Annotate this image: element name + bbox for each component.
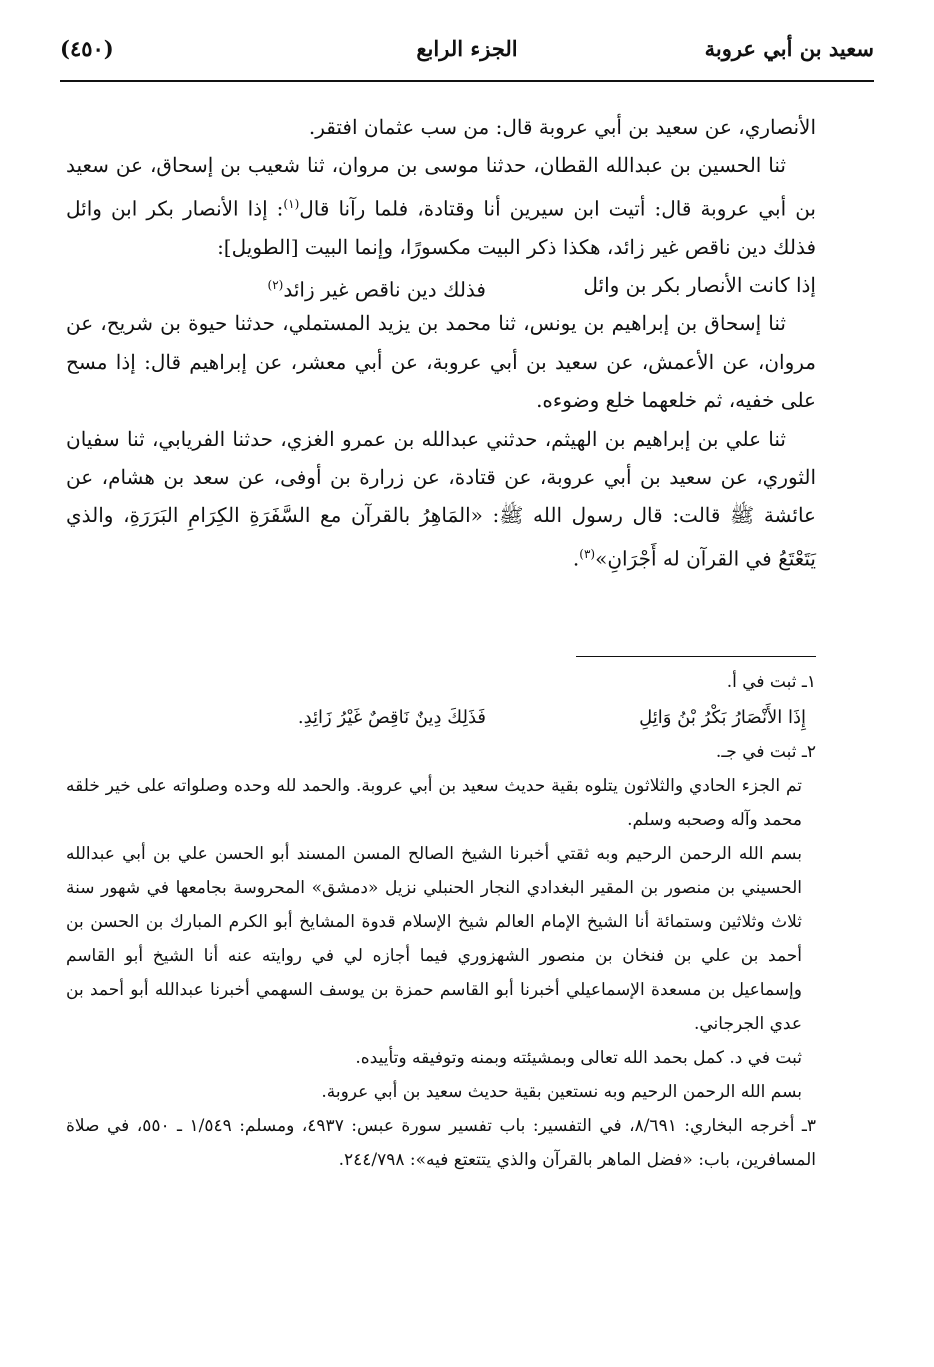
poetry-verse [66,266,816,304]
page-header [60,30,874,80]
footnote-ref-3: (٣) [579,546,596,561]
footnote-rule [576,656,816,657]
paragraph-2-part-b: : إذا الأنصار بكر ابن وائل فذلك دين ناقص غير زائد، هكذا ذكر البيت مكسورًا، وإنما البيت [الطويل]: [66,196,816,259]
paragraph-2-part-a: ثنا الحسين بن عبدالله القطان، حدثنا موسى بن مروان، ثنا شعيب بن إسحاق، عن سعيد بن أبي عروبة قال: أتيت ابن سيرين أنا وقتادة، فلما رآنا قال [66,153,816,221]
main-text [66,108,816,578]
footnote-verse-second: فَذَلِكَ دِينٌ نَاقِصٌ غَيْرُ زَائِدِ. [297,707,486,728]
page-number: (٤٥٠) [60,36,114,61]
verse-second-hemistich [268,266,487,309]
footnote-2-isnad: بسم الله الرحمن الرحيم وبه ثقتي أخبرنا الشيخ الصالح المسن المسند أبو الحسن علي بن أبي عبدالله الحسيني بن منصور بن المقير البغدادي النجار الحنبلي نزيل «دمشق» المحروسة بجامعها في شهور سنة ثلاث وثلاثين وستمائة أنا الشيخ الإمام العالم شيخ الإسلام قدوة المشايخ أبو الكرم المبارك بن الحسن بن أحمد بن علي بن فنخان بن منصور الشهزوري فيما أجازه لي في روايته عنه أنا الشيخ أبو القاسم وإسماعيل بن مسعدة الإسماعيلي أخبرنا أبو القاسم حمزة بن يوسف السهمي أخبرنا عبدالله أبو أحمد بن عدي الجرجاني. [66,844,802,1034]
footnote-2-basmala: بسم الله الرحمن الرحيم وبه نستعين بقية حديث سعيد بن أبي عروبة. [321,1082,802,1102]
verse-first-hemistich: إذا كانت الأنصار بكر بن وائل [583,273,816,298]
paragraph-4 [66,420,816,578]
footnote-3: ٣ـ أخرجه البخاري: ٨/٦٩١، في التفسير: باب تفسير سورة عبس: ٤٩٣٧، ومسلم: ١/٥٤٩ ـ ٥٥٠، في صلاة المسافرين، باب: «فضل الماهر بالقرآن والذي يتتعتع فيه»: ٢٤٤/٧٩٨. [66,1116,816,1170]
footnote-ref-2: (٢) [267,278,284,293]
paragraph-3: ثنا إسحاق بن إبراهيم بن يونس، ثنا محمد بن يزيد المستملي، حدثنا حيوة بن شريح، عن مروان، عن الأعمش، عن سعيد بن أبي عروبة، عن أبي معشر، عن إبراهيم قال: إذا مسح على خفيه، ثم خلعهما خلع وضوءه. [66,311,816,413]
running-title: سعيد بن أبي عروبة [704,36,874,61]
footnote-2: ٢ـ ثبت في جـ. [715,742,816,762]
verse-second-text: فذلك دين ناقص غير زائد [283,277,486,302]
footnote-1: ١ـ ثبت في أ. [726,672,816,692]
footnote-verse-first: إِذَا الأَنْصَارُ بَكْرُ بْنُ وَائِلِ [639,707,806,728]
footnote-2-manuscript-d: ثبت في د. كمل بحمد الله تعالى وبمشيئته وبمنه وتوفيقه وتأييده. [355,1048,802,1068]
footnote-1-verse [66,699,816,735]
part-title: الجزء الرابع [416,36,518,61]
paragraph-1: الأنصاري، عن سعيد بن أبي عروبة قال: من سب عثمان افتقر. [308,115,816,139]
footnote-ref-1: (١) [283,196,300,211]
header-rule [60,80,874,82]
footnotes [66,665,816,1177]
paragraph-2 [66,146,816,266]
paragraph-4-text: ثنا علي بن إبراهيم بن الهيثم، حدثني عبدالله بن عمرو الغزي، حدثنا الفريابي، ثنا سفيان الثوري، عن سعيد بن أبي عروبة، عن قتادة، عن زرارة بن أوفى، عن سعد بن هشام، عن عائشة ﷺ قالت: قال رسول الله ﷺ: «المَاهِرُ بالقرآن مع السَّفَرَةِ الكِرَامِ البَرَرَةِ، والذي يَتَعْتَعُ في القرآن له أَجْرَانِ» [66,426,816,571]
paragraph-4-end: . [572,546,580,571]
footnote-2-colophon: تم الجزء الحادي والثلاثون يتلوه بقية حديث سعيد بن أبي عروبة. والحمد لله وحده وصلواته على خير خلقه محمد وآله وصحبه وسلم. [66,776,802,830]
